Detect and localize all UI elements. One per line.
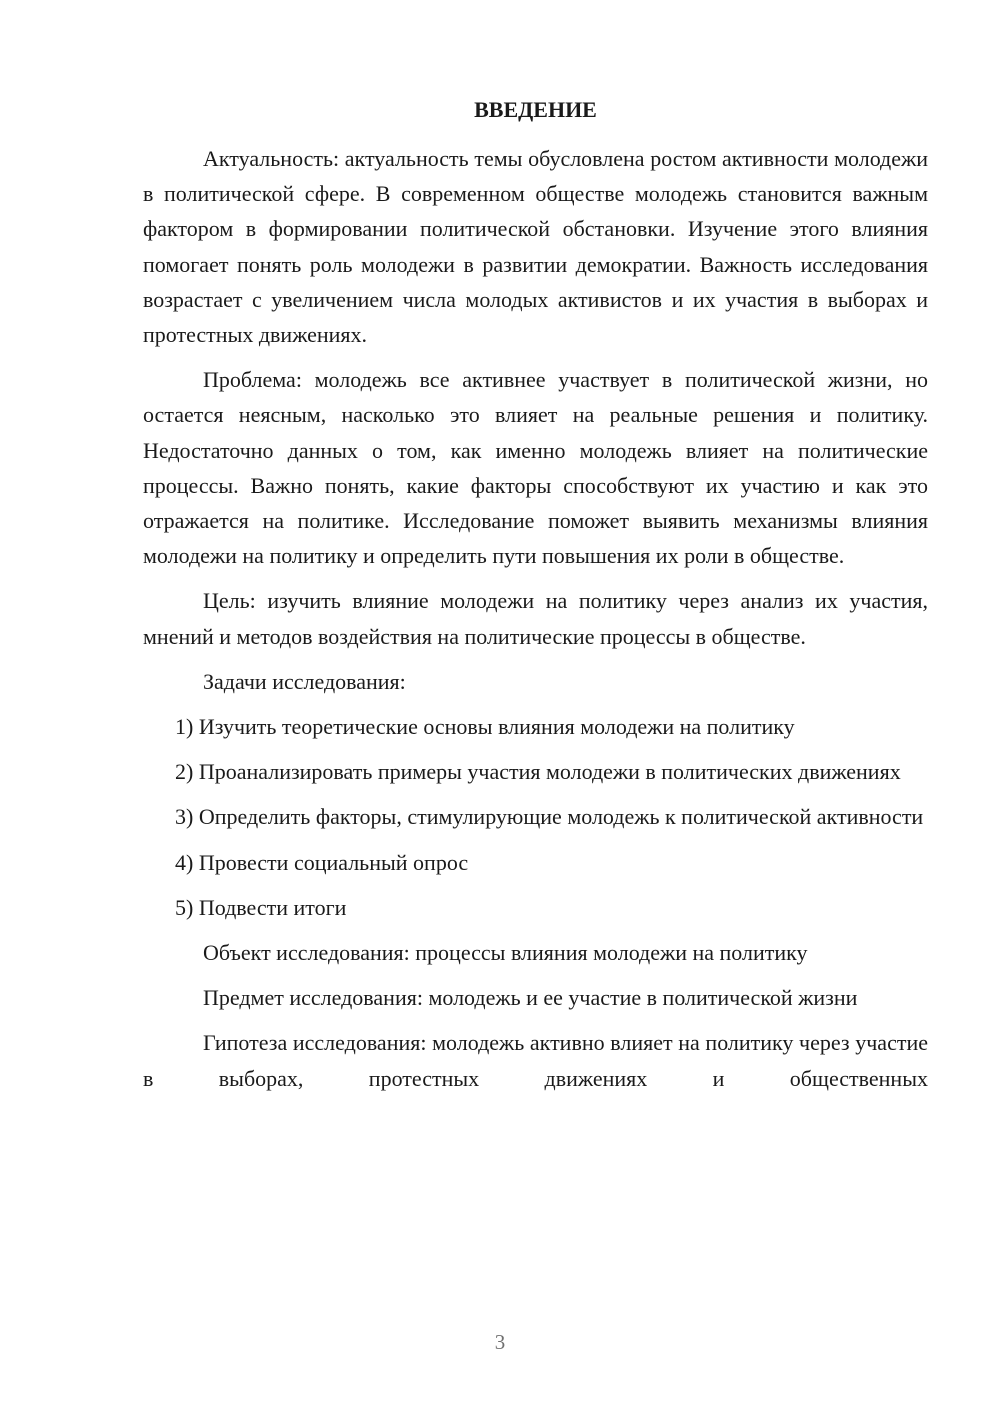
task-item-3: 3) Определить факторы, стимулирующие молодежь к политической активности [175,804,924,830]
document-page [143,92,928,1096]
hypothesis-paragraph: Гипотеза исследования: молодежь активно влияет на политику через участие в выборах, протестных движениях и общественных [143,1030,928,1091]
task-item-1: 1) Изучить теоретические основы влияния молодежи на политику [175,714,795,740]
task-item-4: 4) Провести социальный опрос [175,849,469,875]
task-item-5: 5) Подвести итоги [175,894,347,920]
task-item-2: 2) Проанализировать примеры участия молодежи в политических движениях [175,759,901,785]
relevance-paragraph: Актуальность: актуальность темы обусловлена ростом активности молодежи в политической сфере. В современном обществе молодежь становится важным фактором в формировании политической обстановки. Изучение этого влияния помогает понять роль молодежи в развитии демократии. Важность исследования возрастает с увеличением числа молодых активистов и их участия в выборах и протестных движениях. [143,146,928,348]
page-title: ВВЕДЕНИЕ [474,97,597,122]
object-paragraph: Объект исследования: процессы влияния молодежи на политику [203,940,808,966]
goal-paragraph: Цель: изучить влияние молодежи на политику через анализ их участия, мнений и методов воздействия на политические процессы в обществе. [143,588,928,649]
subject-paragraph: Предмет исследования: молодежь и ее участие в политической жизни [203,985,858,1011]
problem-paragraph: Проблема: молодежь все активнее участвует в политической жизни, но остается неясным, насколько это влияет на реальные решения и политику. Недостаточно данных о том, как именно молодежь влияет на политические процессы. Важно понять, какие факторы способствуют их участию и как это отражается на политике. Исследование поможет выявить механизмы влияния молодежи на политику и определить пути повышения их роли в обществе. [143,367,928,569]
tasks-heading: Задачи исследования: [203,668,406,694]
page-number: 3 [494,1330,506,1354]
